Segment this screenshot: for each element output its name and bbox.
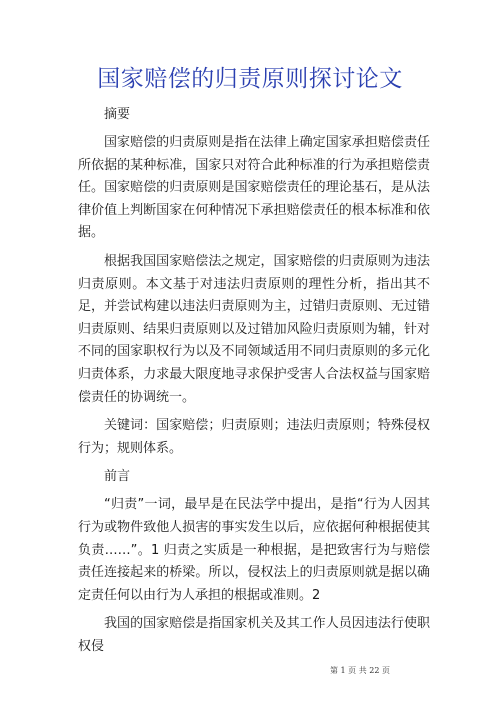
preface-heading: 前言 (104, 469, 131, 485)
keywords-paragraph: 关键词：国家赔偿；归责原则；违法归责原则；特殊侵权行为；规则体系。 (78, 418, 430, 456)
preface-paragraph-2: 我国的国家赔偿是指国家机关及其工作人员因违法行使职权侵 (78, 616, 430, 654)
abstract-paragraph-1: 国家赔偿的归责原则是指在法律上确定国家承担赔偿责任所依据的某种标准，国家只对符合此种标准的行为承担赔偿责任。国家赔偿的归责原则是国家赔偿责任的理论基石，是从法律价值上判断国家在何种情况下承担赔偿责任的根本标准和依据。 (78, 135, 430, 241)
document-body (78, 104, 430, 658)
document-title: 国家赔偿的归责原则探讨论文 (97, 66, 403, 92)
preface-paragraph-1: “归责”一词，最早是在民法学中提出，是指“行为人因其行为或物件致他人损害的事实发生以后，应依据何种根据使其负责……”。1 归责之实质是一种根据，是把致害行为与赔偿责任连接起来的桥梁。所以，侵权法上的归责原则就是据以确定责任何以由行为人承担的根据或准则。2 (78, 497, 430, 603)
abstract-heading: 摘要 (104, 107, 131, 122)
abstract-paragraph-2: 根据我国国家赔偿法之规定，国家赔偿的归责原则为违法归责原则。本文基于对违法归责原则的理性分析，指出其不足，并尝试构建以违法归责原则为主，过错归责原则、无过错归责原则、结果归责原则以及过错加风险归责原则为辅，针对不同的国家职权行为以及不同领域适用不同归责原则的多元化归责体系，力求最大限度地寻求保护受害人合法权益与国家赔偿责任的协调统一。 (78, 253, 430, 405)
page-number-footer: 第 1 页 共 22 页 (330, 666, 390, 675)
